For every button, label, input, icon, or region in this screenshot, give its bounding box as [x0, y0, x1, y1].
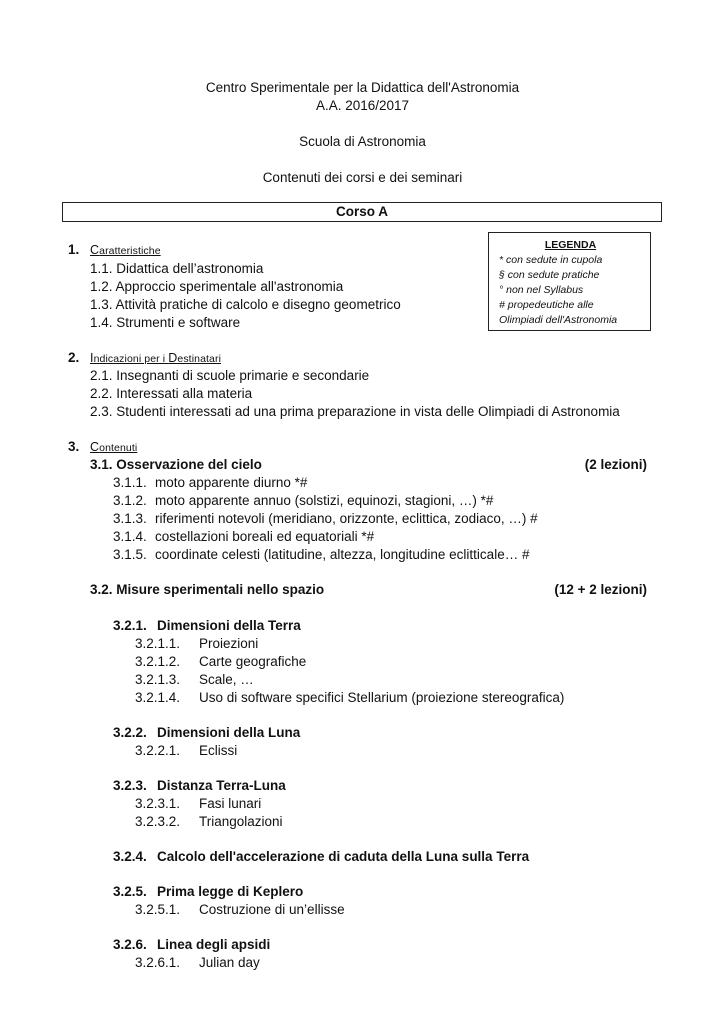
subsection-heading: 3.1. Osservazione del cielo: [90, 457, 262, 472]
list-item: 3.2.3.1. Fasi lunari: [135, 796, 262, 811]
list-item: 3.1.4. costellazioni boreali ed equatoriali *#: [113, 529, 375, 544]
list-item: 3.2.5.1. Costruzione di un’ellisse: [135, 902, 345, 917]
lesson-count: (2 lezioni): [584, 457, 647, 472]
subsubsection-heading: 3.2.4. Calcolo dell'accelerazione di caduta della Luna sulla Terra: [113, 849, 530, 864]
section-number: 3.: [68, 439, 80, 454]
subsubsection-heading: 3.2.6. Linea degli apsidi: [113, 937, 271, 952]
list-item: 3.1.5. coordinate celesti (latitudine, altezza, longitudine eclitticale… #: [113, 547, 530, 562]
subsection-heading: 3.2. Misure sperimentali nello spazio: [90, 582, 325, 597]
legend-title: LEGENDA: [544, 239, 597, 251]
header-line-1: Centro Sperimentale per la Didattica dell'Astronomia: [205, 80, 520, 95]
subsubsection-heading: 3.2.3. Distanza Terra-Luna: [113, 778, 286, 793]
list-item: 2.2. Interessati alla materia: [90, 386, 253, 401]
list-item: 3.2.1.1. Proiezioni: [135, 636, 259, 651]
section-title: Contenuti: [90, 440, 138, 454]
list-item: 3.2.6.1. Julian day: [135, 955, 260, 970]
course-title: Corso A: [335, 204, 388, 219]
lesson-count: (12 + 2 lezioni): [554, 582, 647, 597]
list-item: 1.2. Approccio sperimentale all'astronomia: [90, 279, 344, 294]
subsubsection-heading: 3.2.1. Dimensioni della Terra: [113, 618, 301, 633]
header-line-2: A.A. 2016/2017: [315, 98, 410, 113]
section-1-heading: [68, 242, 161, 257]
list-item: 3.1.1. moto apparente diurno *#: [113, 475, 308, 490]
header-line-3: Scuola di Astronomia: [299, 134, 426, 149]
list-item: 1.3. Attività pratiche di calcolo e disegno geometrico: [90, 297, 401, 312]
section-number: 2.: [68, 350, 80, 365]
subsubsection-heading: 3.2.2. Dimensioni della Luna: [113, 725, 301, 740]
section-number: 1.: [68, 242, 80, 257]
list-item: 3.2.1.2. Carte geografiche: [135, 654, 307, 669]
section-2-heading: [68, 350, 221, 365]
list-item: 3.2.1.4. Uso di software specifici Stellarium (proiezione stereografica): [135, 690, 565, 705]
list-item: 1.4. Strumenti e software: [90, 315, 241, 330]
header-line-4: Contenuti dei corsi e dei seminari: [262, 170, 463, 185]
course-title-box: [62, 202, 662, 222]
legend-item: Olimpiadi dell'Astronomia: [499, 314, 618, 326]
list-item: 2.3. Studenti interessati ad una prima preparazione in vista delle Olimpiadi di Astronomia: [90, 404, 620, 419]
legend-item: § con sedute pratiche: [499, 269, 600, 281]
legend-item: * con sedute in cupola: [499, 254, 603, 266]
list-item: 1.1. Didattica dell’astronomia: [90, 261, 264, 276]
section-title: Indicazioni per i Destinatari: [90, 351, 221, 365]
list-item: 2.1. Insegnanti di scuole primarie e secondarie: [90, 368, 370, 383]
list-item: 3.2.2.1. Eclissi: [135, 743, 238, 758]
subsubsection-heading: 3.2.5. Prima legge di Keplero: [113, 884, 304, 899]
section-title: Caratteristiche: [90, 243, 161, 257]
section-3-heading: [68, 439, 137, 454]
legend-item: # propedeutiche alle: [499, 299, 594, 311]
list-item: 3.2.1.3. Scale, …: [135, 672, 254, 687]
legend-box: [488, 232, 651, 331]
legend-item: ° non nel Syllabus: [499, 284, 584, 296]
list-item: 3.1.2. moto apparente annuo (solstizi, equinozi, stagioni, …) *#: [113, 493, 494, 508]
list-item: 3.2.3.2. Triangolazioni: [135, 814, 283, 829]
list-item: 3.1.3. riferimenti notevoli (meridiano, orizzonte, eclittica, zodiaco, …) #: [113, 511, 538, 526]
